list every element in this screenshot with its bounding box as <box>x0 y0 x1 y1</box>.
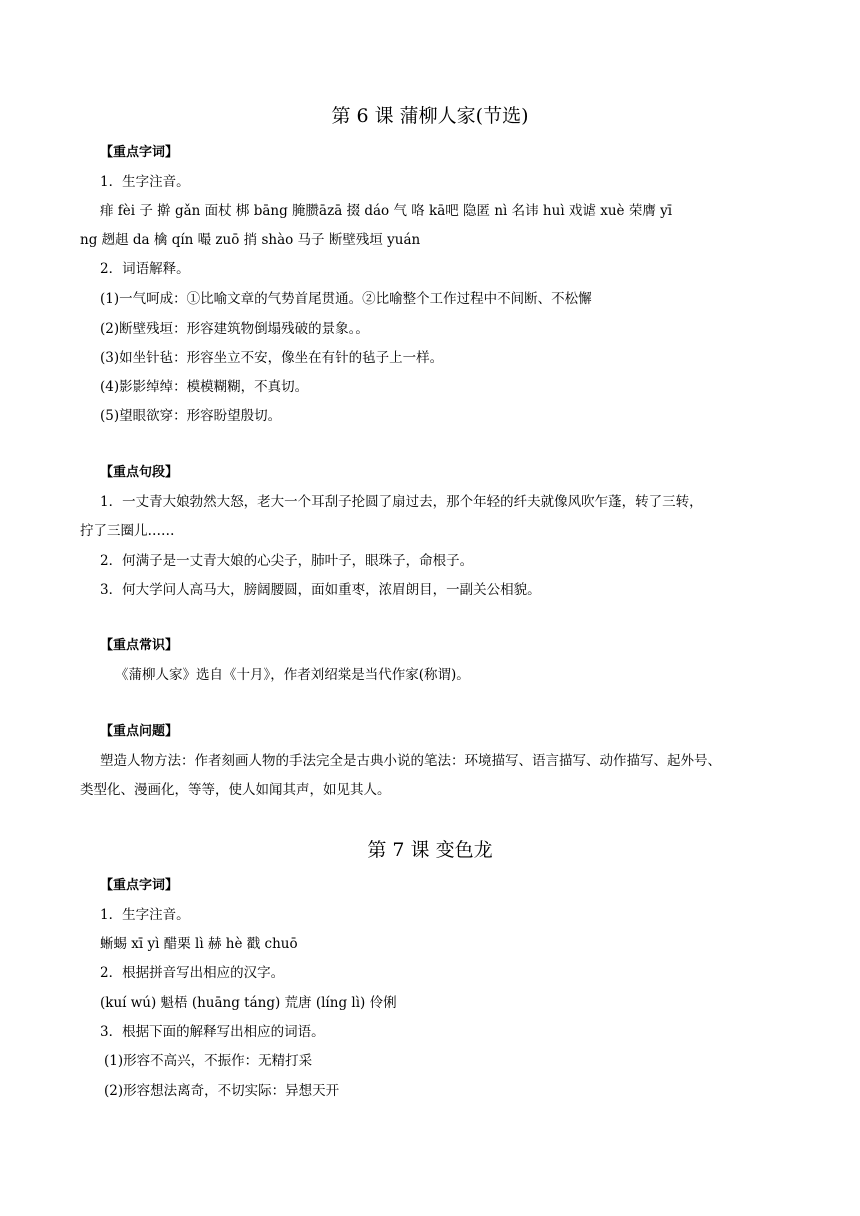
lesson-6-sentence-1a: 1．一丈青大娘勃然大怒，老大一个耳刮子抡圆了扇过去，那个年轻的纤夫就像风吹乍蓬，转了三转， <box>100 494 703 510</box>
lesson-6-definition-4: (4)影影绰绰：模模糊糊，不真切。 <box>100 379 309 395</box>
lesson-6-knowledge-1: 《蒲柳人家》选自《十月》，作者刘绍棠是当代作家(称谓)。 <box>115 667 470 683</box>
lesson-7-definition-1: (1)形容不高兴，不振作：无精打采 <box>104 1053 313 1069</box>
lesson-6-definition-1: (1)一气呵成：①比喻文章的气势首尾贯通。②比喻整个工作过程中不间断、不松懈 <box>100 291 592 307</box>
lesson-7-definition-2: (2)形容想法离奇，不切实际：异想天开 <box>104 1083 340 1099</box>
lesson-6-sentence-3: 3．何大学问人高马大，膀阔腰圆，面如重枣，浓眉朗目，一副关公相貌。 <box>100 582 541 598</box>
lesson-7-vocab-item-2-answers: (kuí wú) 魁梧 (huāng táng) 荒唐 (líng lì) 伶俐 <box>100 995 397 1011</box>
lesson-6-knowledge-heading: 【重点常识】 <box>100 638 179 653</box>
lesson-6-vocab-item-2: 2．词语解释。 <box>100 261 190 277</box>
lesson-6-definition-2: (2)断壁残垣：形容建筑物倒塌残破的景象。。 <box>100 321 369 337</box>
lesson-6-pinyin-line-1: 痱 fèi 子 擀 gǎn 面杖 梆 bāng 腌臜āzā 掇 dáo 气 咯 kā吧 隐匿 nì 名讳 huì 戏谑 xuè 荣膺 yī <box>100 203 673 219</box>
lesson-7-pinyin-line: 蜥蜴 xī yì 醋栗 lì 赫 hè 戳 chuō <box>100 936 298 952</box>
lesson-6-definition-3: (3)如坐针毡：形容坐立不安，像坐在有针的毡子上一样。 <box>100 350 444 366</box>
lesson-6-pinyin-line-2: ng 趔趄 da 檎 qín 嘬 zuō 捎 shào 马子 断壁残垣 yuán <box>80 232 421 248</box>
lesson-7-vocab-item-2: 2．根据拼音写出相应的汉字。 <box>100 965 285 981</box>
lesson-6-definition-5: (5)望眼欲穿：形容盼望殷切。 <box>100 408 282 424</box>
lesson-6-title: 第 6 课 蒲柳人家(节选) <box>331 105 529 127</box>
lesson-7-vocab-item-1: 1．生字注音。 <box>100 907 190 923</box>
lesson-6-question-1a: 塑造人物方法：作者刻画人物的手法完全是古典小说的笔法：环境描写、语言描写、动作描写、起外号、 <box>100 753 721 769</box>
lesson-7-vocab-item-3: 3．根据下面的解释写出相应的词语。 <box>100 1024 325 1040</box>
lesson-6-questions-heading: 【重点问题】 <box>100 724 179 739</box>
lesson-6-question-1b: 类型化、漫画化，等等，使人如闻其声，如见其人。 <box>80 782 391 798</box>
lesson-6-sentences-heading: 【重点句段】 <box>100 465 179 480</box>
lesson-7-vocab-heading: 【重点字词】 <box>100 878 179 893</box>
lesson-6-sentence-1b: 拧了三圈儿…… <box>80 523 175 539</box>
lesson-6-vocab-item-1: 1．生字注音。 <box>100 174 190 190</box>
lesson-7-title: 第 7 课 变色龙 <box>367 839 493 861</box>
lesson-6-sentence-2: 2．何满子是一丈青大娘的心尖子，肺叶子，眼珠子，命根子。 <box>100 553 474 569</box>
lesson-6-vocab-heading: 【重点字词】 <box>100 145 179 160</box>
